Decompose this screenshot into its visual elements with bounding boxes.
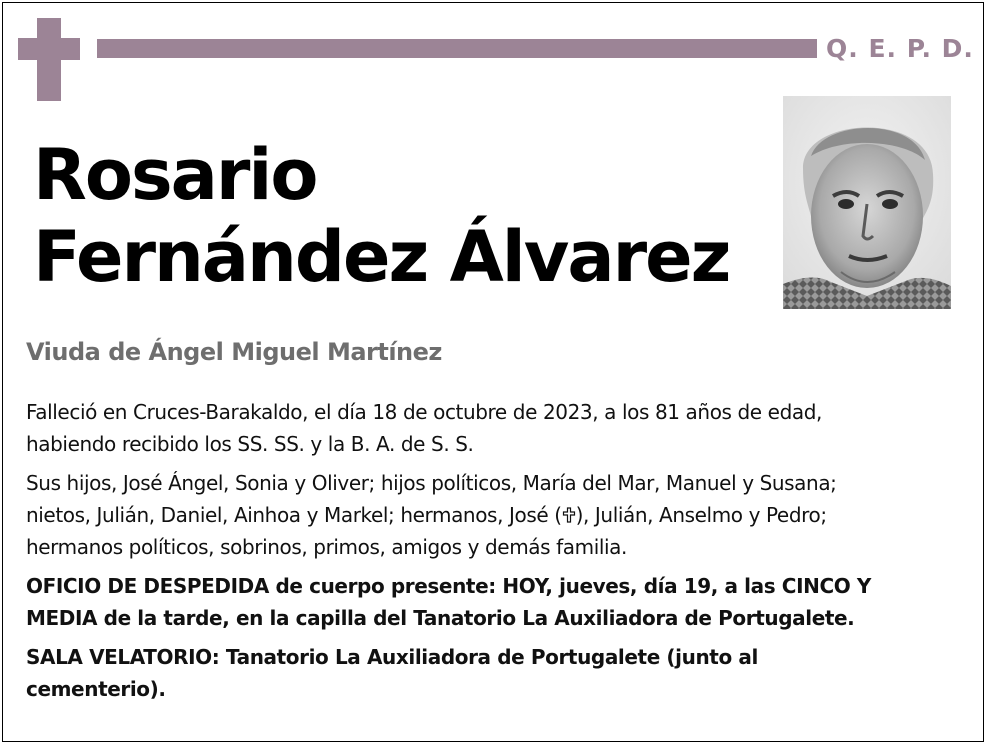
funeral-paragraph: [26, 570, 966, 634]
deceased-first-name: Rosario: [33, 134, 317, 216]
wake-room-line-1: SALA VELATORIO: Tanatorio La Auxiliadora de Portugalete (junto al: [26, 645, 758, 669]
family-paragraph: [26, 467, 966, 563]
family-line-1: Sus hijos, José Ángel, Sonia y Oliver; hijos políticos, María del Mar, Manuel y Susana;: [26, 471, 837, 495]
portrait-illustration: [783, 96, 951, 309]
death-paragraph: [26, 396, 966, 460]
wake-room-paragraph: [26, 641, 966, 705]
cross-icon: [562, 507, 576, 523]
qepd-label: Q. E. P. D.: [826, 34, 974, 63]
header-rule: [97, 39, 817, 58]
obituary-body: [26, 396, 966, 712]
widow-of-line: Viuda de Ángel Miguel Martínez: [26, 338, 442, 366]
deceased-surnames: Fernández Álvarez: [33, 216, 730, 298]
funeral-line-1: OFICIO DE DESPEDIDA de cuerpo presente: HOY, jueves, día 19, a las CINCO Y: [26, 574, 871, 598]
family-line-3: hermanos políticos, sobrinos, primos, amigos y demás familia.: [26, 535, 627, 559]
death-line-1: Falleció en Cruces-Barakaldo, el día 18 de octubre de 2023, a los 81 años de edad,: [26, 400, 822, 424]
family-line-2b: ), Julián, Anselmo y Pedro;: [575, 503, 827, 527]
wake-room-line-2: cementerio).: [26, 677, 166, 701]
cross-icon-horizontal: [18, 38, 80, 60]
family-line-2a: nietos, Julián, Daniel, Ainhoa y Markel; hermanos, José (: [26, 503, 562, 527]
funeral-line-2: MEDIA de la tarde, en la capilla del Tanatorio La Auxiliadora de Portugalete.: [26, 606, 855, 630]
death-line-2: habiendo recibido los SS. SS. y la B. A. de S. S.: [26, 432, 474, 456]
portrait-photo: [783, 96, 951, 309]
